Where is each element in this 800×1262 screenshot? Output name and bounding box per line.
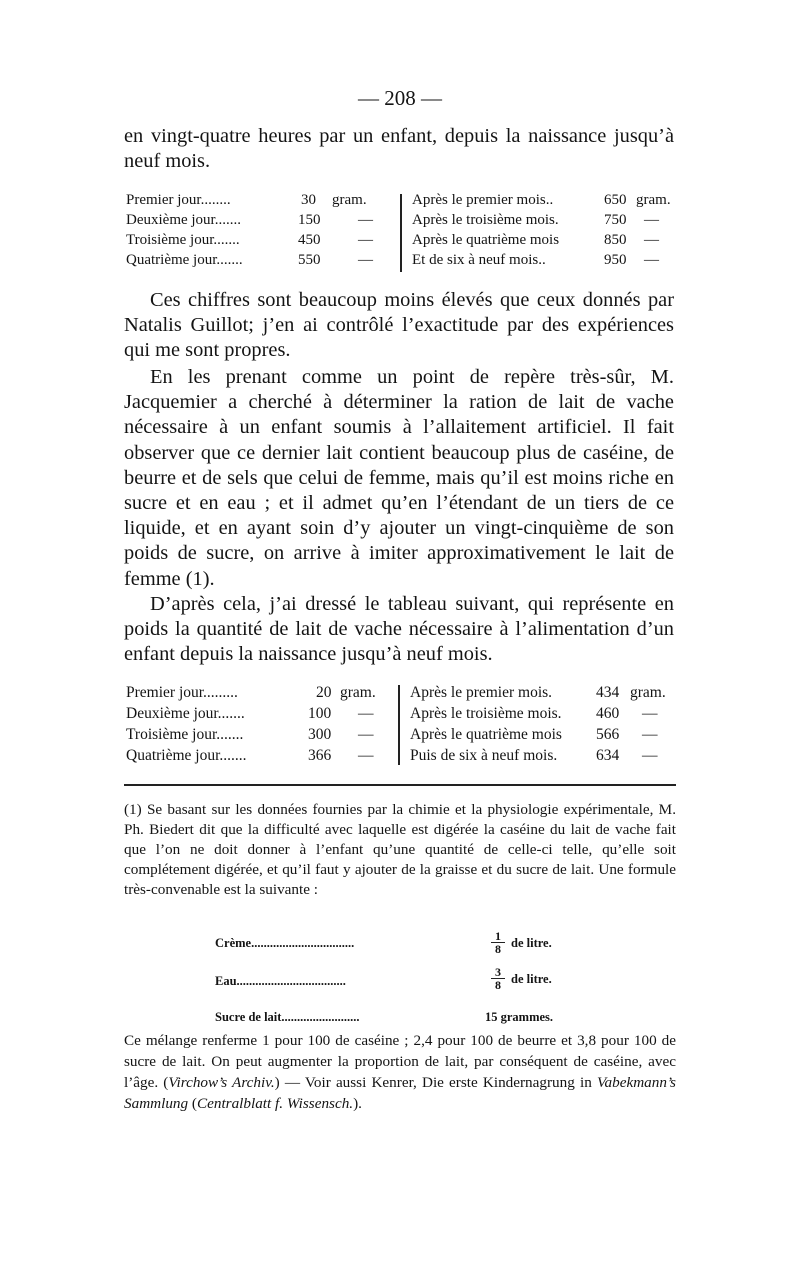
row-value-right: 566 [596, 726, 620, 743]
row-value: 366 [308, 747, 332, 764]
recipe-label: Eau................................... [215, 974, 346, 988]
row-label-right: Après le premier mois.. [412, 192, 554, 208]
paragraph-2: En les prenant comme un point de repère très-sûr, M. Jacquemier a cherché à déterminer la ration de lait de vache nécessaire à un enfant soumis à l’allaitement artificiel. Il fait observer que ce dernier lait contient beaucoup plus de caséine, de beurre et de sels que celui de femme, mais qu’il est moins riche en sucre et en eau ; et il admet qu’en l’étendant de un tiers de ce liquide, et en ayant soin d’y ajouter un vingt-cinquième de son poids de sucre, on arrive à imiter approximativement le lait de femme (1). [124, 366, 674, 590]
row-value: 100 [308, 705, 332, 722]
row-label: Deuxième jour....... [126, 705, 245, 722]
row-unit: — [358, 726, 374, 743]
paragraph-1: Ces chiffres sont beaucoup moins élevés que ceux donnés par Natalis Guillot; j’en ai contrôlé l’exactitude par des expériences qui me sont propres. [124, 289, 674, 362]
row-value-right: 750 [604, 212, 627, 228]
row-unit: — [358, 252, 373, 268]
table-row [126, 683, 676, 704]
row-value: 550 [298, 252, 321, 268]
footnote-text-mid2: ( [188, 1095, 197, 1112]
row-value-right: 650 [604, 192, 627, 208]
table-row [126, 746, 676, 767]
row-label: Troisième jour....... [126, 726, 244, 743]
intro-paragraph: en vingt-quatre heures par un enfant, depuis la naissance jusqu’à neuf mois. [124, 125, 674, 173]
row-unit-right: gram. [636, 192, 671, 208]
row-label-right: Après le troisième mois. [410, 705, 562, 722]
row-value: 300 [308, 726, 332, 743]
row-label: Troisième jour....... [126, 232, 240, 248]
recipe-unit: de litre. [511, 972, 552, 986]
table-row [126, 704, 676, 725]
row-unit-right: — [644, 212, 659, 228]
table-daily-intake-2 [126, 683, 676, 767]
row-label: Quatrième jour....... [126, 252, 243, 268]
row-value-right: 950 [604, 252, 627, 268]
footnote-separator [124, 784, 676, 786]
fraction [491, 930, 505, 955]
row-unit-right: — [644, 232, 659, 248]
reference-sammlung: Vabekmann’s Sammlung [124, 1074, 676, 1112]
fraction [491, 966, 505, 991]
table-daily-intake-1 [126, 190, 676, 270]
fraction-numerator: 3 [491, 966, 505, 979]
row-value-right: 634 [596, 747, 620, 764]
table-row [126, 725, 676, 746]
row-label-right: Après le premier mois. [410, 684, 553, 701]
footnote-continuation [124, 1030, 676, 1114]
footnote-text: (1) Se basant sur les données fournies par la chimie et la physiologie expérimentale, M. Ph. Biedert dit que la difficulté avec laquelle est digérée la caséine du lait de vache fait que l’on ne doit donner à l’enfant qu’une quantité de celle-ci telle, qu’elle soit complétement digérée, et qu’il faut y ajouter de la graisse et du sucre de lait. Une formule très-convenable est la suivante : [124, 801, 676, 898]
row-unit: — [358, 747, 374, 764]
recipe-item [215, 929, 595, 962]
row-unit-right: — [642, 726, 658, 743]
column-divider [398, 685, 400, 765]
row-value-right: 850 [604, 232, 627, 248]
row-value: 150 [298, 212, 321, 228]
recipe-label: Sucre de lait......................... [215, 1010, 360, 1024]
row-unit-right: — [642, 747, 658, 764]
reference-virchow: Virchow’s Archiv. [168, 1074, 275, 1091]
row-value: 30 [301, 192, 316, 208]
row-label-right: Et de six à neuf mois.. [412, 252, 546, 268]
row-unit: gram. [340, 684, 376, 701]
footnote-text-start: Ce mélange renferme 1 pour 100 de caséine ; 2,4 pour 100 de beurre et 3,8 pour 100 de sucre de lait. On peut augmenter la proportion de lait, par conséquent de caséine, avec l’âge. ( [124, 1032, 676, 1091]
row-unit: — [358, 212, 373, 228]
row-label-right: Après le quatrième mois [412, 232, 560, 248]
fraction-numerator: 1 [491, 930, 505, 943]
row-unit: gram. [332, 192, 367, 208]
recipe-unit: de litre. [511, 936, 552, 950]
row-unit-right: — [644, 252, 659, 268]
paragraph-3: D’après cela, j’ai dressé le tableau suivant, qui représente en poids la quantité de lait de vache nécessaire à l’alimentation d’un enfant depuis la naissance jusqu’à neuf mois. [124, 593, 674, 666]
row-label-right: Puis de six à neuf mois. [410, 747, 558, 764]
footnote-text-mid: ) — Voir aussi Kenrer, Die erste Kindernagrung in [274, 1074, 597, 1091]
row-unit: — [358, 232, 373, 248]
footnote-text-end: ). [353, 1095, 362, 1112]
recipe-amount: 15 grammes. [485, 1010, 554, 1024]
row-value-right: 460 [596, 705, 620, 722]
row-unit-right: — [642, 705, 658, 722]
column-divider [400, 194, 402, 272]
recipe-item [215, 1010, 595, 1030]
row-label-right: Après le troisième mois. [412, 212, 559, 228]
row-value: 20 [316, 684, 332, 701]
row-label: Quatrième jour....... [126, 747, 247, 764]
row-unit: — [358, 705, 374, 722]
fraction-denominator: 8 [495, 978, 501, 992]
recipe-label: Crème................................. [215, 936, 355, 950]
row-value: 450 [298, 232, 321, 248]
row-value-right: 434 [596, 684, 620, 701]
row-label-right: Après le quatrième mois [410, 726, 562, 743]
page-number: — 208 — [358, 86, 442, 110]
recipe-item [215, 965, 595, 1010]
row-label: Deuxième jour....... [126, 212, 241, 228]
row-label: Premier jour........ [126, 192, 231, 208]
reference-centralblatt: Centralblatt f. Wissensch. [196, 1095, 354, 1112]
recipe-list [215, 929, 595, 1030]
row-label: Premier jour......... [126, 684, 238, 701]
fraction-denominator: 8 [495, 942, 501, 956]
row-unit-right: gram. [630, 684, 666, 701]
